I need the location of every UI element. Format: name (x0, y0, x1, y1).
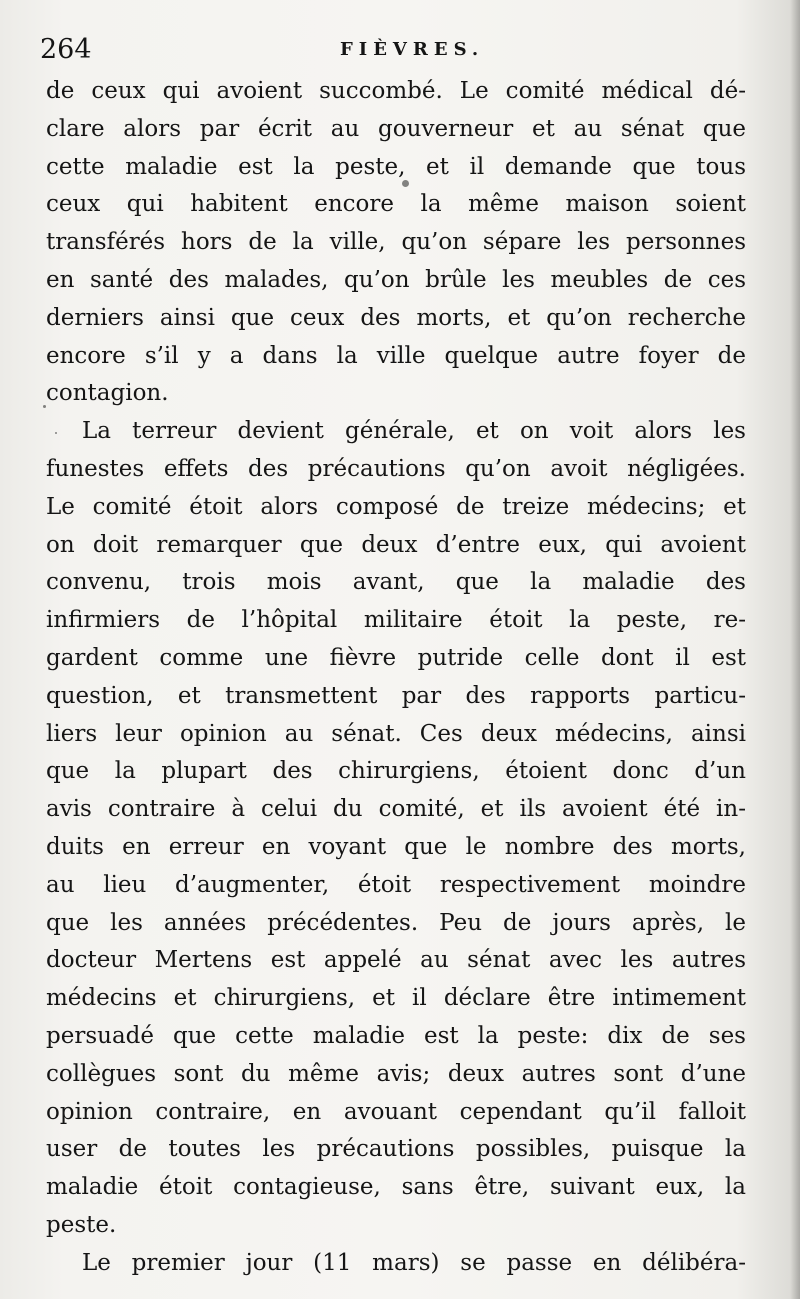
text-line: maladie étoit contagieuse, sans être, suivant eux, la (46, 1174, 746, 1201)
text-line: docteur Mertens est appelé au sénat avec les autres (46, 947, 746, 974)
text-line: opinion contraire, en avouant cependant qu’il falloit (46, 1098, 746, 1125)
text-line: on doit remarquer que deux d’entre eux, qui avoient (46, 531, 746, 558)
ink-speck (43, 405, 46, 408)
text-line: transférés hors de la ville, qu’on sépare les personnes (46, 229, 746, 256)
text-line: médecins et chirurgiens, et il déclare être intimement (46, 985, 746, 1012)
text-line: persuadé que cette maladie est la peste: dix de ses (46, 1022, 746, 1049)
text-line: duits en erreur en voyant que le nombre des morts, (46, 833, 746, 860)
page-header (40, 30, 730, 70)
text-line: clare alors par écrit au gouverneur et au sénat que (46, 115, 746, 142)
text-line: de ceux qui avoient succombé. Le comité médical dé- (46, 78, 746, 104)
paragraph-start-line: La terreur devient générale, et on voit alors les (82, 418, 746, 445)
text-line: ceux qui habitent encore la même maison soient (46, 191, 746, 218)
body-text (46, 73, 746, 1283)
ink-speck (55, 432, 57, 434)
text-line: question, et transmettent par des rapports particu- (46, 682, 746, 709)
paragraph-start-line: Le premier jour (11 mars) se passe en délibéra- (82, 1249, 746, 1276)
text-line: funestes effets des précautions qu’on avoit négligées. (46, 455, 746, 482)
text-line: cette maladie est la peste, et il demande que tous (46, 153, 746, 180)
text-line: infirmiers de l’hôpital militaire étoit la peste, re- (46, 607, 746, 634)
text-line: encore s’il y a dans la ville quelque autre foyer de (46, 342, 746, 369)
text-line: peste. (46, 1211, 117, 1238)
page-number: 264 (40, 34, 92, 65)
text-line: user de toutes les précautions possibles, puisque la (46, 1136, 746, 1163)
text-line: contagion. (46, 380, 169, 407)
text-line: collègues sont du même avis; deux autres sont d’une (46, 1060, 746, 1087)
text-line: derniers ainsi que ceux des morts, et qu’on recherche (46, 304, 746, 331)
text-line: en santé des malades, qu’on brûle les meubles de ces (46, 266, 746, 293)
text-line: Le comité étoit alors composé de treize médecins; et (46, 493, 746, 520)
text-line: gardent comme une fièvre putride celle dont il est (46, 644, 746, 671)
text-line: convenu, trois mois avant, que la maladie des (46, 569, 746, 596)
ink-speck (402, 180, 409, 187)
text-line: que la plupart des chirurgiens, étoient donc d’un (46, 758, 746, 785)
text-line: au lieu d’augmenter, étoit respectivement moindre (46, 871, 746, 898)
page-edge-shadow (790, 0, 800, 1299)
text-line: que les années précédentes. Peu de jours après, le (46, 909, 746, 936)
text-line: liers leur opinion au sénat. Ces deux médecins, ainsi (46, 720, 746, 747)
text-line: avis contraire à celui du comité, et ils avoient été in- (46, 796, 746, 823)
running-head: FIÈVRES. (340, 39, 485, 60)
